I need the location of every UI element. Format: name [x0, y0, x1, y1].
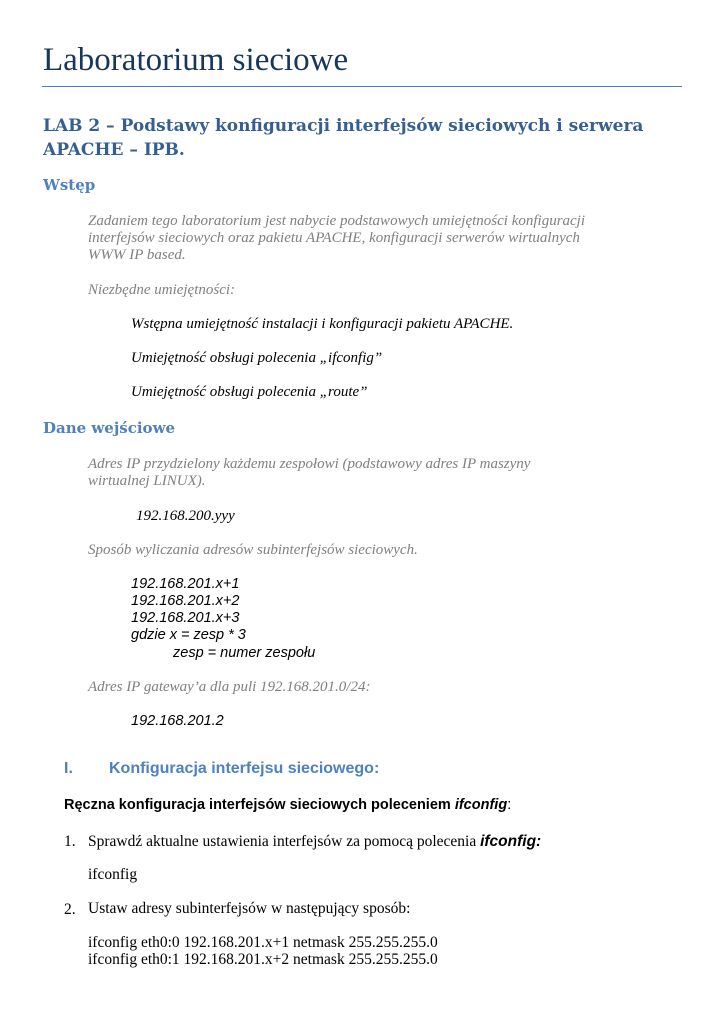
gateway-description: Adres IP gateway’a dla puli 192.168.201.0/24:: [88, 679, 371, 695]
subinterface-description: Sposób wyliczania adresów subinterfejsów sieciowych.: [88, 542, 418, 558]
gateway-value: 192.168.201.2: [131, 713, 224, 729]
subinterface-line: 192.168.201.x+3: [131, 610, 240, 626]
section-number: I.: [64, 760, 73, 777]
intro-line: WWW IP based.: [88, 247, 186, 263]
manual-config-heading: [64, 797, 511, 813]
title-rule: [42, 86, 682, 87]
step-command: ifconfig:: [480, 833, 542, 850]
input-data-heading: Dane wejściowe: [43, 419, 176, 437]
subinterface-line: gdzie x = zesp * 3: [131, 627, 246, 643]
ip-value: 192.168.200.yyy: [136, 508, 235, 524]
step-number: 2.: [64, 901, 76, 918]
subinterface-list: [131, 576, 246, 644]
subinterface-line: 192.168.201.x+2: [131, 593, 240, 609]
manual-config-text: Ręczna konfiguracja interfejsów sieciowych poleceniem: [64, 797, 455, 813]
lab-heading-line-2: APACHE – IPB.: [43, 140, 185, 160]
subinterface-line: 192.168.201.x+1: [131, 576, 240, 592]
skills-label: Niezbędne umiejętności:: [88, 282, 236, 298]
manual-config-command: ifconfig: [454, 797, 508, 813]
intro-paragraph: [88, 213, 585, 264]
ip-description-line: Adres IP przydzielony każdemu zespołowi (podstawowy adres IP maszyny: [88, 456, 531, 472]
step-text-body: Sprawdź aktualne ustawienia interfejsów za pomocą polecenia: [88, 833, 481, 850]
skill-item: Umiejętność obsługi polecenia „ifconfig”: [131, 350, 383, 366]
lab-heading-line-1: LAB 2 – Podstawy konfiguracji interfejsów sieciowych i serwera: [43, 116, 644, 136]
ip-description-line: wirtualnej LINUX).: [88, 473, 206, 489]
section-title: Konfiguracja interfejsu sieciowego:: [109, 760, 380, 777]
step-number: 1.: [64, 833, 76, 850]
code-line: ifconfig eth0:0 192.168.201.x+1 netmask 255.255.255.0: [88, 934, 438, 951]
manual-config-colon: :: [507, 797, 512, 813]
team-note: zesp = numer zespołu: [173, 645, 316, 661]
document-title: Laboratorium sieciowe: [43, 42, 349, 78]
step-text: [88, 833, 541, 850]
step-text: Ustaw adresy subinterfejsów w następujący sposób:: [88, 900, 411, 917]
skill-item: Umiejętność obsługi polecenia „route”: [131, 384, 368, 400]
code-line: ifconfig: [88, 866, 138, 883]
ip-description: [88, 456, 530, 490]
code-block: [88, 934, 438, 968]
intro-line: Zadaniem tego laboratorium jest nabycie podstawowych umiejętności konfiguracji: [88, 213, 586, 229]
code-line: ifconfig eth0:1 192.168.201.x+2 netmask 255.255.255.0: [88, 951, 438, 968]
skill-item: Wstępna umiejętność instalacji i konfiguracji pakietu APACHE.: [131, 316, 514, 332]
intro-line: interfejsów sieciowych oraz pakietu APACHE, konfiguracji serwerów wirtualnych: [88, 230, 580, 246]
intro-heading: Wstęp: [43, 176, 96, 194]
